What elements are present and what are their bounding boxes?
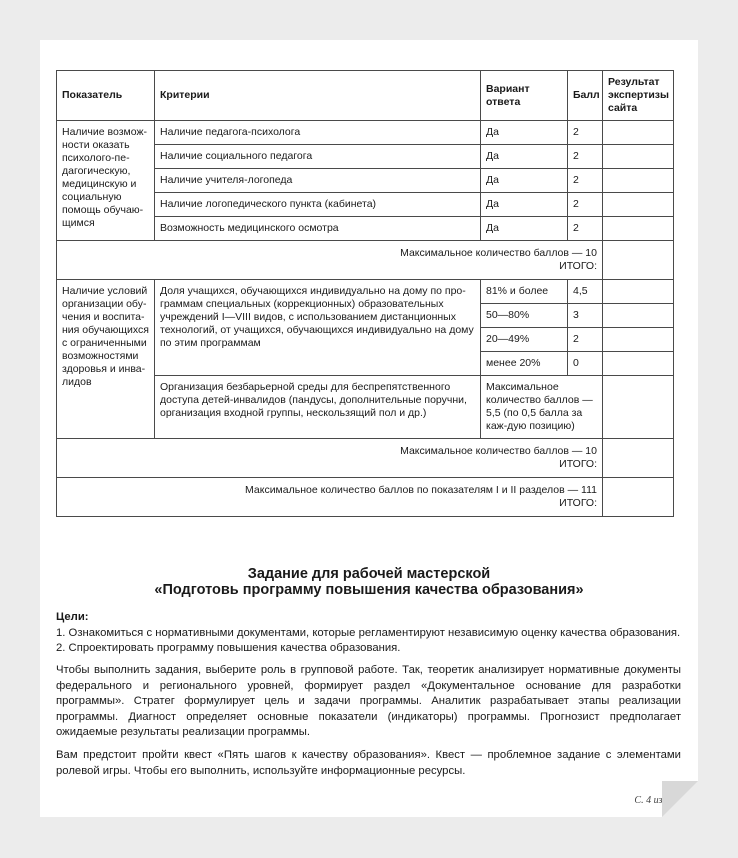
score-cell: 2	[568, 217, 603, 241]
header-criteria: Критерии	[155, 71, 481, 121]
section2-max-line: Максимальное количество баллов — 10	[400, 445, 597, 457]
variant-cell: Да	[481, 145, 568, 169]
task-title-line2: «Подготовь программу повышения качества образования»	[154, 582, 584, 598]
criteria-cell: Возможность медицинского осмотра	[155, 217, 481, 241]
score-cell: 2	[568, 193, 603, 217]
section1-total-label: ИТОГО:	[559, 260, 597, 272]
page-number: С. 4 из 9	[634, 795, 670, 806]
score-cell: 3	[568, 304, 603, 328]
section2-total-cell	[57, 439, 603, 478]
section1-max-line: Максимальное количество баллов — 10	[400, 247, 597, 259]
goal-item-2: 2. Спроектировать программу повышения качества образования.	[56, 642, 401, 654]
variant-cell: менее 20%	[481, 352, 568, 376]
section1-total-cell	[57, 241, 603, 280]
result-cell	[603, 121, 674, 145]
variant-cell: Максимальное количество баллов — 5,5 (по 0,5 балла за каж-дую позицию)	[481, 376, 603, 439]
table-header-row	[57, 71, 674, 121]
header-variant: Вариант ответа	[481, 71, 568, 121]
result-cell	[603, 352, 674, 376]
score-cell: 2	[568, 121, 603, 145]
result-cell	[603, 193, 674, 217]
section2-total-row	[57, 439, 674, 478]
grand-total-label: ИТОГО:	[559, 497, 597, 509]
task-title	[40, 566, 698, 598]
result-cell	[603, 280, 674, 304]
result-cell	[603, 328, 674, 352]
variant-cell: Да	[481, 193, 568, 217]
goals-heading: Цели:	[56, 611, 89, 623]
criteria-cell: Наличие логопедического пункта (кабинета)	[155, 193, 481, 217]
criteria-cell: Доля учащихся, обучающихся индивидуально на дому по про-граммам специальных (коррекционных) образовательных учреждений I—VIII видов, с использованием дистанционных технологий, от учащихся, обучающихся индивидуально на дому по этим программам	[155, 280, 481, 376]
variant-cell: 81% и более	[481, 280, 568, 304]
criteria-table	[56, 70, 674, 517]
score-cell: 4,5	[568, 280, 603, 304]
grand-max-line: Максимальное количество баллов по показателям I и II разделов — 111	[245, 484, 597, 496]
criteria-cell: Организация безбарьерной среды для беспрепятственного доступа детей-инвалидов (пандусы, дополнительные поручни, организация входной группы, нескользящий пол и др.)	[155, 376, 481, 439]
section1-total-row	[57, 241, 674, 280]
variant-cell: Да	[481, 121, 568, 145]
goal-item-1: 1. Ознакомиться с нормативными документами, которые регламентируют независимую оценку качества образования.	[56, 627, 681, 639]
table-row	[57, 121, 674, 145]
variant-cell: 50—80%	[481, 304, 568, 328]
result-cell	[603, 169, 674, 193]
criteria-cell: Наличие социального педагога	[155, 145, 481, 169]
page-corner-fold	[662, 781, 698, 817]
header-result: Результат экспертизы сайта	[603, 71, 674, 121]
result-cell	[603, 439, 674, 478]
score-cell: 0	[568, 352, 603, 376]
table-row	[57, 280, 674, 304]
result-cell	[603, 145, 674, 169]
section2-total-label: ИТОГО:	[559, 458, 597, 470]
variant-cell: 20—49%	[481, 328, 568, 352]
paragraph-quest: Вам предстоит пройти квест «Пять шагов к качеству образования». Квест — проблемное задание с элементами ролевой игры. Чтобы его выполнить, используйте информационные ресурсы.	[56, 749, 681, 777]
result-cell	[603, 478, 674, 517]
task-title-line1: Задание для рабочей мастерской	[247, 566, 491, 582]
grand-total-cell	[57, 478, 603, 517]
criteria-cell: Наличие учителя-логопеда	[155, 169, 481, 193]
section2-indicator: Наличие условий организации обу-чения и воспита-ния обучающихся с ограниченными возможностями здоровья и инва-лидов	[57, 280, 155, 439]
document-page	[40, 40, 698, 817]
score-cell: 2	[568, 328, 603, 352]
section1-indicator: Наличие возмож-ности оказать психолого-пе-дагогическую, медицинскую и социальную помощь обучаю-щимся	[57, 121, 155, 241]
result-cell	[603, 241, 674, 280]
variant-cell: Да	[481, 217, 568, 241]
grand-total-row	[57, 478, 674, 517]
header-indicator: Показатель	[57, 71, 155, 121]
variant-cell: Да	[481, 169, 568, 193]
paragraph-roles: Чтобы выполнить задания, выберите роль в групповой работе. Так, теоретик анализирует нормативные документы федерального и регионального уровней, формирует раздел «Документальное основание для разработки программы». Стратег формулирует цель и задачи программы. Аналитик разрабатывает этапы реализации программы. Диагност определяет основные показатели (индикаторы) программы. Прогнозист предполагает ожидаемые результаты реализации программы.	[56, 664, 681, 738]
header-score: Балл	[568, 71, 603, 121]
result-cell	[603, 376, 674, 439]
criteria-cell: Наличие педагога-психолога	[155, 121, 481, 145]
score-cell: 2	[568, 169, 603, 193]
result-cell	[603, 304, 674, 328]
score-cell: 2	[568, 145, 603, 169]
result-cell	[603, 217, 674, 241]
